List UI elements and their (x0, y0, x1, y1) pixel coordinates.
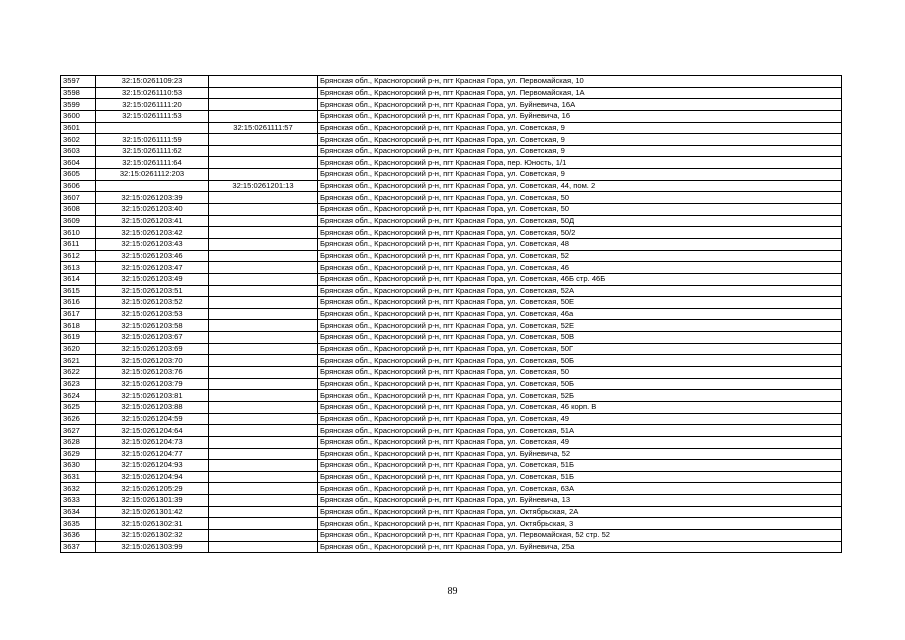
cadastral-number-cell: 32:15:0261203:53 (96, 308, 209, 320)
cadastral-number-cell: 32:15:0261109:23 (96, 76, 209, 88)
row-number-cell: 3633 (61, 495, 96, 507)
table-row (61, 308, 842, 320)
row-number-cell: 3607 (61, 192, 96, 204)
cadastral-number-cell: 32:15:0261303:99 (96, 541, 209, 553)
registry-table-body (61, 76, 842, 553)
cadastral-number-secondary-cell (209, 320, 318, 332)
cadastral-number-secondary-cell (209, 425, 318, 437)
table-row (61, 518, 842, 530)
cadastral-number-secondary-cell: 32:15:0261111:57 (209, 122, 318, 134)
table-row (61, 157, 842, 169)
row-number-cell: 3598 (61, 87, 96, 99)
cadastral-number-secondary-cell (209, 273, 318, 285)
row-number-cell: 3629 (61, 448, 96, 460)
row-number-cell: 3599 (61, 99, 96, 111)
cadastral-number-cell: 32:15:0261204:64 (96, 425, 209, 437)
address-cell: Брянская обл., Красногорский р-н, пгт Красная Гора, ул. Советская, 51А (318, 425, 842, 437)
cadastral-number-secondary-cell (209, 506, 318, 518)
row-number-cell: 3611 (61, 238, 96, 250)
cadastral-number-secondary-cell (209, 471, 318, 483)
table-row (61, 401, 842, 413)
cadastral-number-secondary-cell (209, 169, 318, 181)
address-cell: Брянская обл., Красногорский р-н, пгт Красная Гора, ул. Советская, 44, пом. 2 (318, 180, 842, 192)
address-cell: Брянская обл., Красногорский р-н, пгт Красная Гора, ул. Октябрьская, 3 (318, 518, 842, 530)
cadastral-number-secondary-cell (209, 355, 318, 367)
table-row (61, 285, 842, 297)
cadastral-number-secondary-cell (209, 495, 318, 507)
cadastral-number-secondary-cell (209, 250, 318, 262)
cadastral-number-cell: 32:15:0261111:59 (96, 134, 209, 146)
row-number-cell: 3618 (61, 320, 96, 332)
row-number-cell: 3602 (61, 134, 96, 146)
table-row (61, 297, 842, 309)
cadastral-number-secondary-cell (209, 285, 318, 297)
address-cell: Брянская обл., Красногорский р-н, пгт Красная Гора, ул. Советская, 50Б (318, 355, 842, 367)
cadastral-number-cell: 32:15:0261112:203 (96, 169, 209, 181)
cadastral-number-secondary-cell (209, 110, 318, 122)
table-row (61, 180, 842, 192)
table-row (61, 413, 842, 425)
cadastral-number-secondary-cell (209, 343, 318, 355)
address-cell: Брянская обл., Красногорский р-н, пгт Красная Гора, ул. Советская, 46 (318, 262, 842, 274)
address-cell: Брянская обл., Красногорский р-н, пгт Красная Гора, ул. Советская, 49 (318, 436, 842, 448)
cadastral-number-cell: 32:15:0261203:67 (96, 332, 209, 344)
table-row (61, 529, 842, 541)
address-cell: Брянская обл., Красногорский р-н, пгт Красная Гора, ул. Советская, 52Е (318, 320, 842, 332)
cadastral-number-secondary-cell (209, 460, 318, 472)
table-row (61, 227, 842, 239)
row-number-cell: 3616 (61, 297, 96, 309)
cadastral-number-cell: 32:15:0261302:31 (96, 518, 209, 530)
row-number-cell: 3614 (61, 273, 96, 285)
address-cell: Брянская обл., Красногорский р-н, пгт Красная Гора, ул. Советская, 50/2 (318, 227, 842, 239)
table-row (61, 320, 842, 332)
address-cell: Брянская обл., Красногорский р-н, пгт Красная Гора, ул. Советская, 46а (318, 308, 842, 320)
table-row (61, 110, 842, 122)
cadastral-number-secondary-cell (209, 227, 318, 239)
registry-table (60, 75, 842, 553)
table-row (61, 425, 842, 437)
cadastral-number-cell: 32:15:0261301:39 (96, 495, 209, 507)
table-row (61, 87, 842, 99)
cadastral-number-secondary-cell (209, 308, 318, 320)
table-row (61, 355, 842, 367)
row-number-cell: 3617 (61, 308, 96, 320)
cadastral-number-cell: 32:15:0261203:40 (96, 204, 209, 216)
cadastral-number-cell: 32:15:0261203:41 (96, 215, 209, 227)
cadastral-number-cell: 32:15:0261111:20 (96, 99, 209, 111)
row-number-cell: 3622 (61, 367, 96, 379)
row-number-cell: 3613 (61, 262, 96, 274)
address-cell: Брянская обл., Красногорский р-н, пгт Красная Гора, ул. Октябрьская, 2А (318, 506, 842, 518)
cadastral-number-cell: 32:15:0261203:79 (96, 378, 209, 390)
row-number-cell: 3608 (61, 204, 96, 216)
cadastral-number-secondary-cell (209, 76, 318, 88)
table-row (61, 262, 842, 274)
table-row (61, 238, 842, 250)
row-number-cell: 3628 (61, 436, 96, 448)
table-row (61, 367, 842, 379)
address-cell: Брянская обл., Красногорский р-н, пгт Красная Гора, ул. Советская, 63А (318, 483, 842, 495)
table-row (61, 448, 842, 460)
cadastral-number-secondary-cell (209, 157, 318, 169)
table-row (61, 76, 842, 88)
address-cell: Брянская обл., Красногорский р-н, пгт Красная Гора, ул. Советская, 50В (318, 332, 842, 344)
table-row (61, 483, 842, 495)
table-row (61, 390, 842, 402)
cadastral-number-secondary-cell (209, 529, 318, 541)
cadastral-number-cell: 32:15:0261111:53 (96, 110, 209, 122)
address-cell: Брянская обл., Красногорский р-н, пгт Красная Гора, пер. Юность, 1/1 (318, 157, 842, 169)
address-cell: Брянская обл., Красногорский р-н, пгт Красная Гора, ул. Первомайская, 1А (318, 87, 842, 99)
cadastral-number-secondary-cell (209, 541, 318, 553)
cadastral-number-secondary-cell (209, 99, 318, 111)
table-row (61, 541, 842, 553)
row-number-cell: 3621 (61, 355, 96, 367)
cadastral-number-secondary-cell (209, 401, 318, 413)
row-number-cell: 3631 (61, 471, 96, 483)
table-row (61, 122, 842, 134)
row-number-cell: 3623 (61, 378, 96, 390)
table-row (61, 332, 842, 344)
table-row (61, 471, 842, 483)
address-cell: Брянская обл., Красногорский р-н, пгт Красная Гора, ул. Советская, 9 (318, 134, 842, 146)
table-row (61, 495, 842, 507)
table-row (61, 343, 842, 355)
table-row (61, 436, 842, 448)
address-cell: Брянская обл., Красногорский р-н, пгт Красная Гора, ул. Буйневича, 16А (318, 99, 842, 111)
row-number-cell: 3619 (61, 332, 96, 344)
row-number-cell: 3600 (61, 110, 96, 122)
cadastral-number-cell: 32:15:0261204:59 (96, 413, 209, 425)
address-cell: Брянская обл., Красногорский р-н, пгт Красная Гора, ул. Первомайская, 52 стр. 52 (318, 529, 842, 541)
cadastral-number-cell: 32:15:0261110:53 (96, 87, 209, 99)
row-number-cell: 3634 (61, 506, 96, 518)
address-cell: Брянская обл., Красногорский р-н, пгт Красная Гора, ул. Советская, 50 (318, 367, 842, 379)
cadastral-number-cell: 32:15:0261203:39 (96, 192, 209, 204)
row-number-cell: 3603 (61, 145, 96, 157)
cadastral-number-cell: 32:15:0261203:52 (96, 297, 209, 309)
cadastral-number-cell (96, 180, 209, 192)
cadastral-number-secondary-cell (209, 145, 318, 157)
cadastral-number-cell: 32:15:0261111:62 (96, 145, 209, 157)
cadastral-number-cell: 32:15:0261203:51 (96, 285, 209, 297)
cadastral-number-cell: 32:15:0261301:42 (96, 506, 209, 518)
row-number-cell: 3604 (61, 157, 96, 169)
cadastral-number-secondary-cell (209, 436, 318, 448)
page-number: 89 (447, 586, 458, 597)
cadastral-number-secondary-cell (209, 367, 318, 379)
row-number-cell: 3625 (61, 401, 96, 413)
address-cell: Брянская обл., Красногорский р-н, пгт Красная Гора, ул. Советская, 52А (318, 285, 842, 297)
address-cell: Брянская обл., Красногорский р-н, пгт Красная Гора, ул. Советская, 52Б (318, 390, 842, 402)
table-row (61, 145, 842, 157)
row-number-cell: 3609 (61, 215, 96, 227)
cadastral-number-secondary-cell (209, 297, 318, 309)
address-cell: Брянская обл., Красногорский р-н, пгт Красная Гора, ул. Советская, 46Б стр. 46Б (318, 273, 842, 285)
address-cell: Брянская обл., Красногорский р-н, пгт Красная Гора, ул. Советская, 52 (318, 250, 842, 262)
table-row (61, 506, 842, 518)
cadastral-number-cell: 32:15:0261111:64 (96, 157, 209, 169)
address-cell: Брянская обл., Красногорский р-н, пгт Красная Гора, ул. Советская, 49 (318, 413, 842, 425)
address-cell: Брянская обл., Красногорский р-н, пгт Красная Гора, ул. Советская, 50Е (318, 297, 842, 309)
address-cell: Брянская обл., Красногорский р-н, пгт Красная Гора, ул. Первомайская, 10 (318, 76, 842, 88)
table-row (61, 169, 842, 181)
address-cell: Брянская обл., Красногорский р-н, пгт Красная Гора, ул. Советская, 48 (318, 238, 842, 250)
row-number-cell: 3632 (61, 483, 96, 495)
address-cell: Брянская обл., Красногорский р-н, пгт Красная Гора, ул. Буйневича, 16 (318, 110, 842, 122)
address-cell: Брянская обл., Красногорский р-н, пгт Красная Гора, ул. Буйневича, 13 (318, 495, 842, 507)
table-row (61, 460, 842, 472)
row-number-cell: 3597 (61, 76, 96, 88)
cadastral-number-cell: 32:15:0261203:43 (96, 238, 209, 250)
cadastral-number-secondary-cell (209, 332, 318, 344)
address-cell: Брянская обл., Красногорский р-н, пгт Красная Гора, ул. Буйневича, 52 (318, 448, 842, 460)
cadastral-number-cell: 32:15:0261203:70 (96, 355, 209, 367)
cadastral-number-secondary-cell (209, 518, 318, 530)
table-row (61, 134, 842, 146)
address-cell: Брянская обл., Красногорский р-н, пгт Красная Гора, ул. Советская, 51Б (318, 460, 842, 472)
cadastral-number-cell: 32:15:0261302:32 (96, 529, 209, 541)
address-cell: Брянская обл., Красногорский р-н, пгт Красная Гора, ул. Советская, 50Б (318, 378, 842, 390)
cadastral-number-cell (96, 122, 209, 134)
row-number-cell: 3624 (61, 390, 96, 402)
row-number-cell: 3606 (61, 180, 96, 192)
cadastral-number-secondary-cell: 32:15:0261201:13 (209, 180, 318, 192)
table-row (61, 215, 842, 227)
cadastral-number-cell: 32:15:0261203:88 (96, 401, 209, 413)
address-cell: Брянская обл., Красногорский р-н, пгт Красная Гора, ул. Советская, 50Д (318, 215, 842, 227)
cadastral-number-secondary-cell (209, 192, 318, 204)
table-row (61, 204, 842, 216)
row-number-cell: 3610 (61, 227, 96, 239)
row-number-cell: 3601 (61, 122, 96, 134)
cadastral-number-cell: 32:15:0261203:58 (96, 320, 209, 332)
cadastral-number-cell: 32:15:0261205:29 (96, 483, 209, 495)
cadastral-number-secondary-cell (209, 87, 318, 99)
address-cell: Брянская обл., Красногорский р-н, пгт Красная Гора, ул. Советская, 50 (318, 192, 842, 204)
row-number-cell: 3627 (61, 425, 96, 437)
row-number-cell: 3615 (61, 285, 96, 297)
cadastral-number-cell: 32:15:0261203:49 (96, 273, 209, 285)
cadastral-number-secondary-cell (209, 238, 318, 250)
address-cell: Брянская обл., Красногорский р-н, пгт Красная Гора, ул. Советская, 50Г (318, 343, 842, 355)
cadastral-number-secondary-cell (209, 204, 318, 216)
cadastral-number-secondary-cell (209, 215, 318, 227)
cadastral-number-secondary-cell (209, 378, 318, 390)
row-number-cell: 3612 (61, 250, 96, 262)
row-number-cell: 3620 (61, 343, 96, 355)
table-row (61, 378, 842, 390)
row-number-cell: 3630 (61, 460, 96, 472)
cadastral-number-cell: 32:15:0261203:81 (96, 390, 209, 402)
cadastral-number-cell: 32:15:0261204:94 (96, 471, 209, 483)
cadastral-number-secondary-cell (209, 448, 318, 460)
cadastral-number-cell: 32:15:0261203:47 (96, 262, 209, 274)
row-number-cell: 3636 (61, 529, 96, 541)
table-row (61, 273, 842, 285)
row-number-cell: 3635 (61, 518, 96, 530)
cadastral-number-cell: 32:15:0261203:76 (96, 367, 209, 379)
table-row (61, 99, 842, 111)
cadastral-number-secondary-cell (209, 134, 318, 146)
address-cell: Брянская обл., Красногорский р-н, пгт Красная Гора, ул. Советская, 51Б (318, 471, 842, 483)
cadastral-number-cell: 32:15:0261203:69 (96, 343, 209, 355)
table-row (61, 192, 842, 204)
address-cell: Брянская обл., Красногорский р-н, пгт Красная Гора, ул. Советская, 9 (318, 122, 842, 134)
address-cell: Брянская обл., Красногорский р-н, пгт Красная Гора, ул. Советская, 50 (318, 204, 842, 216)
cadastral-number-cell: 32:15:0261203:42 (96, 227, 209, 239)
address-cell: Брянская обл., Красногорский р-н, пгт Красная Гора, ул. Советская, 9 (318, 145, 842, 157)
address-cell: Брянская обл., Красногорский р-н, пгт Красная Гора, ул. Советская, 9 (318, 169, 842, 181)
cadastral-number-secondary-cell (209, 413, 318, 425)
cadastral-number-cell: 32:15:0261203:46 (96, 250, 209, 262)
cadastral-number-cell: 32:15:0261204:93 (96, 460, 209, 472)
table-row (61, 250, 842, 262)
row-number-cell: 3637 (61, 541, 96, 553)
cadastral-number-secondary-cell (209, 262, 318, 274)
cadastral-number-cell: 32:15:0261204:73 (96, 436, 209, 448)
address-cell: Брянская обл., Красногорский р-н, пгт Красная Гора, ул. Советская, 46 корп. В (318, 401, 842, 413)
address-cell: Брянская обл., Красногорский р-н, пгт Красная Гора, ул. Буйневича, 25а (318, 541, 842, 553)
cadastral-number-secondary-cell (209, 390, 318, 402)
row-number-cell: 3626 (61, 413, 96, 425)
row-number-cell: 3605 (61, 169, 96, 181)
cadastral-number-cell: 32:15:0261204:77 (96, 448, 209, 460)
cadastral-number-secondary-cell (209, 483, 318, 495)
